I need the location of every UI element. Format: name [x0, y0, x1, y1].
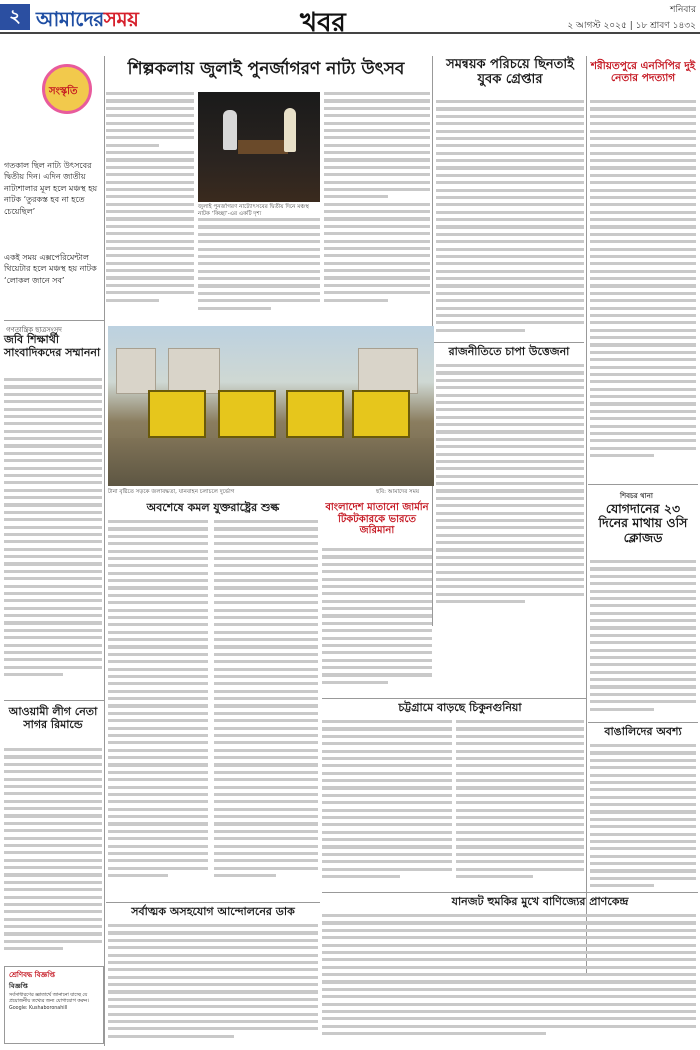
- article-body: [590, 100, 696, 480]
- stage-table: [238, 140, 288, 154]
- classified-ad[interactable]: [4, 966, 104, 1044]
- issue-date: ২ আগস্ট ২০২৫ | ১৮ শ্রাবণ ১৪৩২: [567, 21, 696, 31]
- bangalir-headline[interactable]: বাঙালিদের অবশ্য: [604, 725, 682, 738]
- truck: [286, 390, 344, 438]
- section-divider: [4, 320, 104, 321]
- truck: [352, 390, 410, 438]
- ad-title: শ্রেণিবদ্ধ বিজ্ঞপ্তি: [9, 971, 55, 979]
- building: [358, 348, 418, 394]
- section-divider: [434, 342, 584, 343]
- section-divider: [588, 484, 698, 485]
- column-divider: [586, 56, 587, 976]
- section-divider: [322, 892, 698, 893]
- theatre-stage-photo: [198, 92, 320, 202]
- stage-photo-caption: জুলাই পুনর্জাগরণ নাট্যোৎসবের দ্বিতীয় দিনে মঞ্চস্থ নাটক ‘কিচ্ছা’-এর একটি দৃশ্য: [198, 204, 309, 217]
- section-divider: [588, 722, 698, 723]
- shariatpur-headline[interactable]: শরীয়তপুরে এনসিপির দুই নেতার পদত্যাগ: [590, 60, 696, 85]
- tiktoker-headline[interactable]: বাংলাদেশ মাতানো জার্মান টিকটকারকে ভারতে জরিমানা: [325, 502, 429, 536]
- jobi-kicker: গণতান্ত্রিক ছাত্রসংসদ: [6, 326, 62, 334]
- article-body: [324, 92, 430, 317]
- article-body: [108, 520, 208, 900]
- actor-figure: [284, 108, 296, 152]
- article-body: [456, 720, 584, 890]
- article-body: [436, 364, 584, 624]
- culture-badge-label: সংস্কৃতি: [49, 86, 78, 97]
- traffic-jam-headline[interactable]: যানজট হুমকির মুখে বাণিজ্যের প্রাণকেন্দ্র: [451, 895, 629, 908]
- issue-day: শনিবার: [670, 5, 696, 15]
- article-body: [4, 378, 102, 698]
- article-body: [198, 218, 320, 318]
- oc-kicker: শিবচর থানা: [620, 492, 653, 500]
- waterlogged-street-photo: [108, 326, 434, 486]
- jobi-headline[interactable]: জবি শিক্ষার্থী সাংবাদিকদের সম্মাননা: [4, 333, 101, 359]
- political-pressure-headline[interactable]: রাজনীতিতে চাপা উত্তেজনা: [448, 345, 570, 358]
- awami-league-headline[interactable]: আওয়ামী লীগ নেতা সাগর রিমান্ডে: [8, 705, 98, 731]
- article-body: [214, 520, 318, 900]
- article-body: [322, 548, 432, 693]
- noncooperation-headline[interactable]: সর্বাত্মক অসহযোগ আন্দোলনের ডাক: [131, 905, 295, 918]
- article-body: [590, 560, 696, 720]
- section-title: খবর: [300, 8, 346, 38]
- actor-figure: [223, 110, 237, 150]
- ad-subtitle: বিজ্ঞপ্তি: [9, 982, 28, 990]
- article-body: [322, 914, 696, 1044]
- newspaper-logo[interactable]: [36, 5, 138, 38]
- photo-credit: ছবি: আমাদের সময়: [376, 489, 420, 495]
- culture-section-badge: [42, 64, 92, 114]
- chikungunya-headline[interactable]: চট্টগ্রামে বাড়ছে চিকুনগুনিয়া: [398, 701, 522, 714]
- youth-arrested-headline[interactable]: সমন্বয়ক পরিচয়ে ছিনতাই যুবক গ্রেপ্তার: [446, 57, 574, 87]
- building: [116, 348, 156, 394]
- section-divider: [322, 698, 586, 699]
- masthead: [0, 0, 700, 38]
- article-body: [4, 748, 102, 958]
- article-body: [322, 720, 452, 890]
- floodwater: [108, 438, 434, 486]
- street-photo-caption: টানা বৃষ্টিতে সড়কে জলাবদ্ধতা, যানবাহন চলাচলে দুর্ভোগ: [108, 489, 235, 495]
- brand-accent: সময়: [103, 7, 139, 31]
- section-divider: [4, 700, 104, 701]
- theatre-headline[interactable]: শিল্পকলায় জুলাই পুনর্জাগরণ নাট্য উৎসব: [127, 59, 405, 79]
- ad-body: সর্বসাধারণের জ্ঞাতার্থে জানানো যাচ্ছে যে প্রয়োজনীয় তথ্যের জন্য যোগাযোগ করুন। Google: Kushaboronahill: [9, 993, 89, 1011]
- column-divider: [104, 56, 105, 1046]
- article-body: [108, 924, 318, 1044]
- section-divider: [106, 902, 320, 903]
- article-body: [590, 744, 696, 894]
- us-tariff-headline[interactable]: অবশেষে কমল যুক্তরাষ্ট্রের শুল্ক: [146, 501, 280, 514]
- brand-main: আমাদের: [36, 7, 104, 31]
- oc-closed-headline[interactable]: যোগদানের ২৩ দিনের মাথায় ওসি ক্লোজড: [598, 501, 688, 545]
- truck: [218, 390, 276, 438]
- pull-quote: একই সময় এক্সপেরিমেন্টাল থিয়েটার হলে মঞ্চস্থ হয় নাটক ‘লোকল জানে সব’: [4, 253, 97, 285]
- pull-quote: গতকাল ছিল নাট্য উৎসবের দ্বিতীয় দিন। এদিন জাতীয় নাট্যশালার মূল হলে মঞ্চস্থ হয় নাটক ‘তুরকস্ত হব না হতে চেয়েছিল’: [4, 161, 98, 216]
- page-number: ২: [0, 4, 30, 30]
- article-body: [106, 92, 194, 317]
- article-body: [436, 100, 584, 340]
- truck: [148, 390, 206, 438]
- building: [168, 348, 220, 394]
